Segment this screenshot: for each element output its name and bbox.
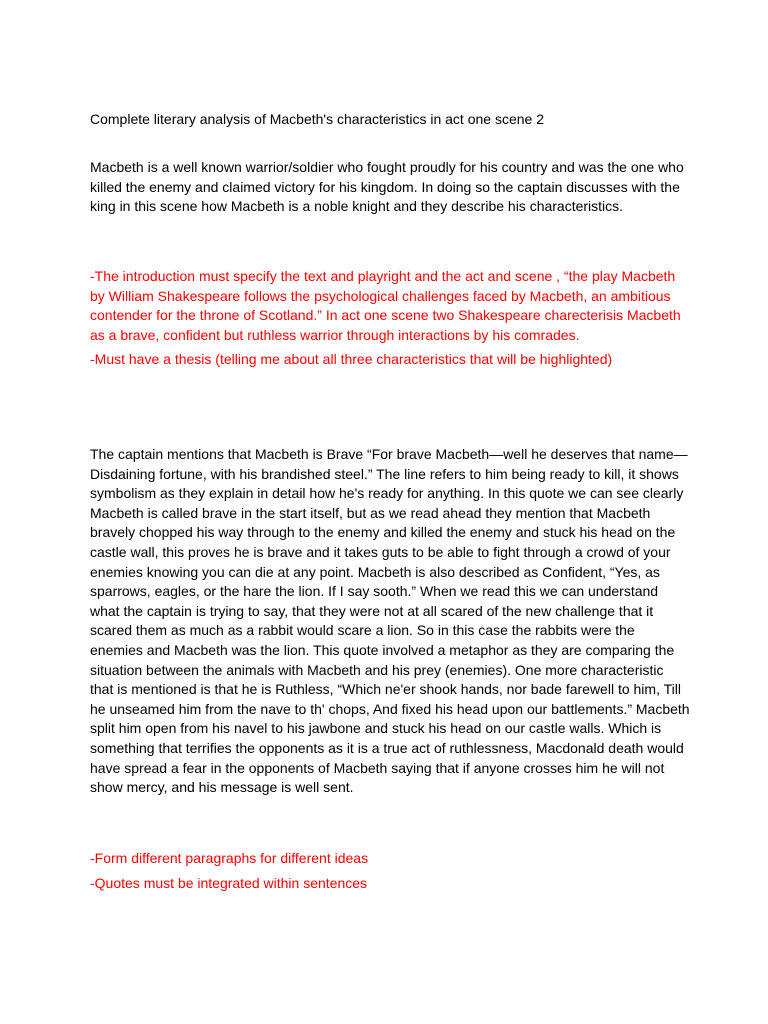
- body-paragraph: The captain mentions that Macbeth is Brave “For brave Macbeth—well he deserves that name— Disdaining fortune, with his brandished steel.” The line refers to him being ready to kill, it shows symbolism as they explain in detail how he's ready for anything. In this quote we can see clearly Macbeth is called brave in the start itself, but as we read ahead they mention that Macbeth bravely chopped his way through to the enemy and killed the enemy and stuck his head on the castle wall, this proves he is brave and it takes guts to be able to fight through a crowd of your enemies knowing you can die at any point. Macbeth is also described as Confident, “Yes, as sparrows, eagles, or the hare the lion. If I say sooth.” When we read this we can understand what the captain is trying to say, that they were not at all scared of the new challenge that it scared them as much as a rabbit would scare a lion. So in this case the rabbits were the enemies and Macbeth was the lion. This quote involved a metaphor as they are comparing the situation between the animals with Macbeth and his prey (enemies). One more characteristic that is mentioned is that he is Ruthless, “Which ne'er shook hands, nor bade farewell to him, Till he unseamed him from the nave to th' chops, And fixed his head upon our battlements.” Macbeth split him open from his navel to his jawbone and stuck his head on our castle walls. Which is something that terrifies the opponents as it is a true act of ruthlessness, Macdonald death would have spread a fear in the opponents of Macbeth saying that if anyone crosses him he will not show mercy, and his message is well sent.: [90, 446, 690, 796]
- document-title: Complete literary analysis of Macbeth's characteristics in act one scene 2: [90, 111, 544, 127]
- teacher-notes-intro: [90, 267, 690, 375]
- teacher-note-introduction: -The introduction must specify the text and playright and the act and scene , “the play Macbeth by William Shakespeare follows the psychological challenges faced by Macbeth, an ambitious contender for the throne of Scotland.” In act one scene two Shakespeare charecterisis Macbeth as a brave, confident but ruthless warrior through interactions by his comrades.: [90, 268, 681, 343]
- teacher-note-thesis: -Must have a thesis (telling me about all three characteristics that will be highlighted): [90, 351, 613, 368]
- intro-paragraph: Macbeth is a well known warrior/soldier who fought proudly for his country and was the one who killed the enemy and claimed victory for his kingdom. In doing so the captain discusses with the king in this scene how Macbeth is a noble knight and they describe his characteristics.: [90, 159, 684, 215]
- teacher-notes-final: [90, 849, 690, 898]
- document-page: [90, 0, 690, 1024]
- teacher-note-paragraphs: -Form different paragraphs for different ideas: [90, 850, 369, 866]
- teacher-note-quotes: -Quotes must be integrated within sentences: [90, 874, 368, 891]
